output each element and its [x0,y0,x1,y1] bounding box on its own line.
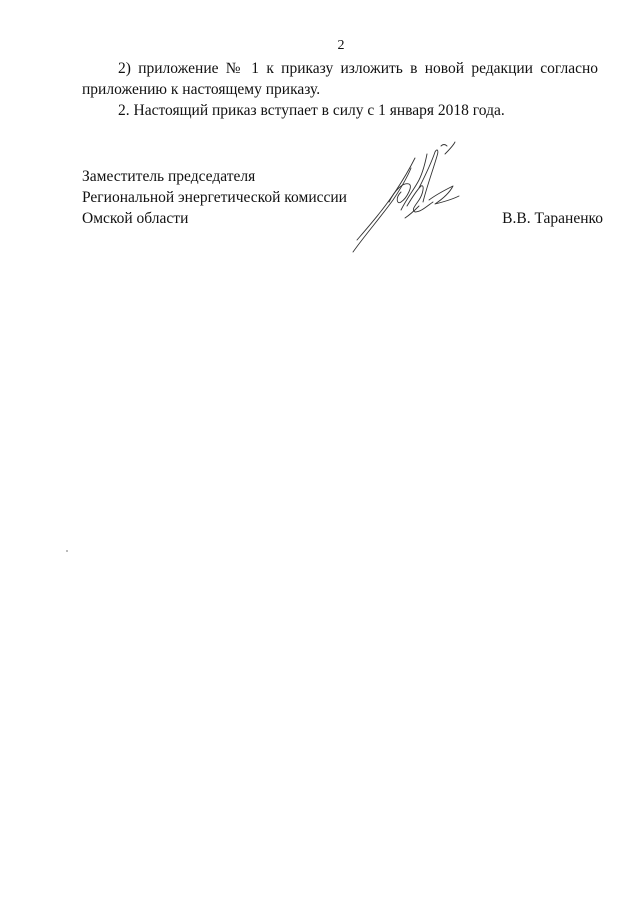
position-line-1: Заместитель председателя [82,168,256,185]
page-number: 2 [337,38,345,53]
signatory-position [82,166,347,229]
point-2-paragraph: 2. Настоящий приказ вступает в силу с 1 января 2018 года. [118,102,505,119]
scan-speck [66,550,68,552]
signatory-name: В.В. Тараненко [502,210,603,227]
position-line-3: Омской области [82,210,189,227]
position-line-2: Региональной энергетической комиссии [82,189,347,206]
item-2-line-2: приложению к настоящему приказу. [82,81,321,98]
item-2-line-1: 2) приложение № 1 к приказу изложить в новой редакции согласно [118,60,598,77]
handwritten-signature [345,140,475,260]
document-body [82,58,598,121]
